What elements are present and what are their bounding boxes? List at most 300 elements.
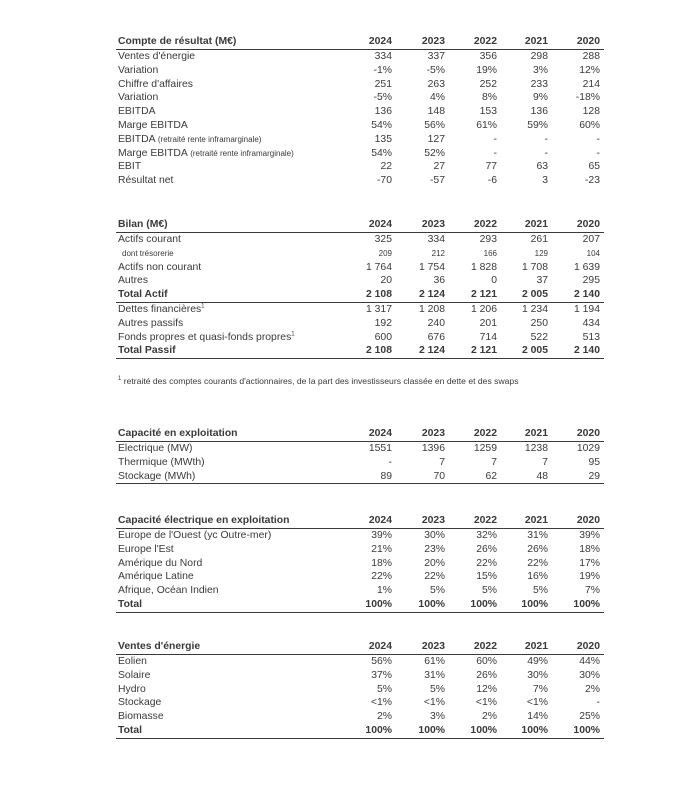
row-label <box>118 147 294 161</box>
table-row <box>116 303 604 317</box>
cell-value: 250 <box>530 317 548 329</box>
row-label-text: Variation <box>118 64 159 76</box>
table-header-row <box>116 515 604 529</box>
table-row <box>116 543 604 557</box>
row-label <box>118 584 219 598</box>
cell-value: 65 <box>588 161 600 173</box>
cell-value: 49% <box>527 656 548 667</box>
cell-value: 15% <box>476 571 497 583</box>
row-label-text: Hydro <box>118 683 146 695</box>
cell-value: 127 <box>427 133 445 145</box>
row-label <box>118 557 202 571</box>
table-row <box>116 570 604 584</box>
year-header: 2020 <box>576 428 600 439</box>
cell-value: - <box>596 697 600 709</box>
row-label <box>118 78 193 92</box>
cell-value: 22% <box>476 557 497 569</box>
cell-value: 26% <box>527 543 548 555</box>
cell-value: 14% <box>527 711 548 723</box>
table-ventes-energie <box>116 641 604 739</box>
row-label-text: dont trésorerie <box>122 248 174 258</box>
year-header: 2024 <box>368 515 392 526</box>
cell-value: 56% <box>371 656 392 667</box>
cell-value: 62 <box>485 470 497 482</box>
table-capacite-exploitation <box>116 428 604 484</box>
row-label <box>118 261 201 275</box>
cell-value: - <box>544 147 548 159</box>
row-label <box>118 119 188 133</box>
cell-value: 4% <box>429 92 445 104</box>
cell-value: 5% <box>376 683 392 695</box>
row-label-text: Electrique (MW) <box>118 443 193 454</box>
row-label <box>118 64 158 78</box>
table-title: Capacité en exploitation <box>118 428 238 439</box>
row-label-text: Stockage (MWh) <box>118 470 196 482</box>
cell-value: 1 194 <box>573 303 600 315</box>
row-label-text: Stockage <box>118 697 162 709</box>
cell-value: 356 <box>479 51 497 62</box>
cell-value: 600 <box>374 331 392 343</box>
row-label <box>118 669 150 683</box>
cell-value: 100% <box>470 598 497 610</box>
cell-value: 522 <box>530 331 548 343</box>
table-row <box>116 317 604 331</box>
table-bilan <box>116 219 604 359</box>
cell-value: 676 <box>427 331 445 343</box>
cell-value: 100% <box>470 724 497 736</box>
table-title: Ventes d'énergie <box>118 641 201 652</box>
cell-value: 337 <box>427 51 445 62</box>
row-label-text: Biomasse <box>118 711 164 723</box>
year-header: 2021 <box>524 428 548 439</box>
cell-value: 100% <box>418 598 445 610</box>
cell-value: 30% <box>579 669 600 681</box>
cell-value: 1 208 <box>418 303 445 315</box>
cell-value: 201 <box>479 317 497 329</box>
cell-value: 0 <box>491 275 497 287</box>
row-label <box>118 274 148 288</box>
row-label-text: EBITDA <box>118 133 155 145</box>
table-compte-de-resultat <box>116 36 604 188</box>
cell-value: 54% <box>371 147 392 159</box>
row-label <box>118 529 271 543</box>
cell-value: 61% <box>476 119 497 131</box>
row-label-text: Total <box>118 724 143 736</box>
row-label <box>118 344 176 358</box>
cell-value: 1238 <box>524 443 548 454</box>
table-row <box>116 710 604 724</box>
cell-value: -6 <box>487 175 497 187</box>
cell-value: 1 639 <box>573 261 600 273</box>
total-row <box>116 288 604 303</box>
year-header: 2022 <box>473 219 497 230</box>
year-header: 2022 <box>473 428 497 439</box>
footnote <box>118 376 588 387</box>
footnote-text: retraité des comptes courants d'actionnaires, de la part des investisseurs classée en dette et des swaps <box>123 376 519 386</box>
cell-value: 295 <box>582 275 600 287</box>
year-header: 2023 <box>421 641 445 652</box>
cell-value: <1% <box>370 697 392 709</box>
cell-value: 20 <box>380 275 392 287</box>
cell-value: 2 121 <box>470 345 497 357</box>
row-label-text: Marge EBITDA <box>118 147 188 159</box>
table-row <box>116 233 604 247</box>
row-label <box>118 174 173 188</box>
cell-value: 44% <box>579 656 600 667</box>
cell-value: 7 <box>542 456 548 468</box>
table-row <box>116 442 604 456</box>
table-row <box>116 274 604 288</box>
cell-value: 261 <box>530 234 548 245</box>
row-label <box>118 543 174 557</box>
cell-value: 100% <box>573 724 600 736</box>
cell-value: 70 <box>433 470 445 482</box>
cell-value: 2 140 <box>573 289 600 301</box>
cell-value: 32% <box>476 530 497 541</box>
row-label-text: Eolien <box>118 656 147 667</box>
row-label <box>122 247 174 261</box>
cell-value: 59% <box>527 119 548 131</box>
table-row <box>116 247 604 261</box>
table-row <box>116 64 604 78</box>
total-row <box>116 470 604 485</box>
cell-value: 48 <box>536 470 548 482</box>
cell-value: 89 <box>380 470 392 482</box>
cell-value: 100% <box>365 724 392 736</box>
cell-value: 233 <box>530 78 548 90</box>
row-label <box>118 696 161 710</box>
cell-value: 192 <box>374 317 392 329</box>
cell-value: 252 <box>479 78 497 90</box>
cell-value: 63 <box>536 161 548 173</box>
cell-value: - <box>544 133 548 145</box>
row-label-text: Thermique (MWth) <box>118 456 205 468</box>
table-row <box>116 584 604 598</box>
cell-value: 166 <box>483 248 497 258</box>
row-label-text: Total Actif <box>118 289 168 301</box>
year-header: 2021 <box>524 641 548 652</box>
row-label-text: Afrique, Océan Indien <box>118 585 219 597</box>
cell-value: 207 <box>582 234 600 245</box>
table-row <box>116 105 604 119</box>
cell-value: 17% <box>579 557 600 569</box>
cell-value: 100% <box>521 598 548 610</box>
year-header: 2020 <box>576 36 600 47</box>
cell-value: 2% <box>481 711 497 723</box>
cell-value: 513 <box>582 331 600 343</box>
cell-value: 129 <box>534 248 548 258</box>
cell-value: 12% <box>476 683 497 695</box>
cell-value: 5% <box>429 683 445 695</box>
row-label-text: Actifs courant <box>118 234 181 245</box>
row-label <box>118 710 164 724</box>
cell-value: 7% <box>532 683 548 695</box>
cell-value: 31% <box>424 669 445 681</box>
cell-value: 37 <box>536 275 548 287</box>
year-header: 2024 <box>368 428 392 439</box>
total-row <box>116 724 604 739</box>
cell-value: 56% <box>424 119 445 131</box>
footnote-ref: 1 <box>201 303 205 310</box>
table-row <box>116 91 604 105</box>
cell-value: 39% <box>371 530 392 541</box>
cell-value: <1% <box>526 697 548 709</box>
row-label <box>118 50 195 64</box>
table-row <box>116 557 604 571</box>
cell-value: 1 828 <box>470 261 497 273</box>
cell-value: 19% <box>579 571 600 583</box>
cell-value: 1 317 <box>365 303 392 315</box>
cell-value: 39% <box>579 530 600 541</box>
cell-value: 136 <box>374 106 392 118</box>
table-row <box>116 529 604 543</box>
row-label-note: (retraité rente inframarginale) <box>157 134 262 144</box>
cell-value: 1 234 <box>521 303 548 315</box>
cell-value: 212 <box>431 248 445 258</box>
cell-value: 1% <box>376 585 392 597</box>
cell-value: -23 <box>584 175 600 187</box>
table-title: Bilan (M€) <box>118 219 168 230</box>
total-row <box>116 344 604 359</box>
row-label-text: Résultat net <box>118 175 174 187</box>
cell-value: 23% <box>424 543 445 555</box>
cell-value: 2% <box>376 711 392 723</box>
cell-value: 293 <box>479 234 497 245</box>
cell-value: 214 <box>582 78 600 90</box>
cell-value: - <box>388 456 392 468</box>
row-label <box>118 442 192 456</box>
cell-value: 8% <box>481 92 497 104</box>
cell-value: - <box>596 147 600 159</box>
cell-value: 1029 <box>576 443 600 454</box>
cell-value: 27 <box>433 161 445 173</box>
year-header: 2021 <box>524 515 548 526</box>
cell-value: 7% <box>584 585 600 597</box>
cell-value: 2 140 <box>573 345 600 357</box>
cell-value: 3 <box>542 175 548 187</box>
footnote-ref: 1 <box>291 331 295 338</box>
cell-value: 18% <box>371 557 392 569</box>
row-label <box>118 133 261 147</box>
row-label <box>118 456 205 470</box>
cell-value: 135 <box>374 133 392 145</box>
row-label <box>118 288 168 302</box>
cell-value: 240 <box>427 317 445 329</box>
table-row <box>116 331 604 345</box>
cell-value: 2 124 <box>418 345 445 357</box>
cell-value: 2 121 <box>470 289 497 301</box>
cell-value: 100% <box>418 724 445 736</box>
cell-value: 298 <box>530 51 548 62</box>
cell-value: 26% <box>476 669 497 681</box>
cell-value: 128 <box>582 106 600 118</box>
row-label-text: Amérique du Nord <box>118 557 203 569</box>
table-row <box>116 147 604 161</box>
cell-value: 100% <box>573 598 600 610</box>
cell-value: 22% <box>527 557 548 569</box>
table-header-row <box>116 641 604 655</box>
cell-value: 1551 <box>368 443 392 454</box>
row-label-text: Marge EBITDA <box>118 119 188 131</box>
row-label <box>118 233 181 247</box>
row-label-text: Dettes financières <box>118 303 202 315</box>
cell-value: 1396 <box>421 443 445 454</box>
table-header-row <box>116 36 604 50</box>
table-row <box>116 456 604 470</box>
cell-value: -70 <box>376 175 392 187</box>
cell-value: 60% <box>579 119 600 131</box>
cell-value: 12% <box>579 64 600 76</box>
year-header: 2023 <box>421 219 445 230</box>
table-row <box>116 160 604 174</box>
cell-value: 5% <box>532 585 548 597</box>
cell-value: 1 206 <box>470 303 497 315</box>
cell-value: 334 <box>427 234 445 245</box>
cell-value: 104 <box>586 248 600 258</box>
cell-value: 25% <box>579 711 600 723</box>
row-label-text: Europe l'Est <box>118 543 174 555</box>
cell-value: - <box>596 133 600 145</box>
cell-value: 334 <box>374 51 392 62</box>
cell-value: -57 <box>429 175 445 187</box>
row-label-note: (retraité rente inframarginale) <box>190 148 294 158</box>
cell-value: 18% <box>579 543 600 555</box>
cell-value: 22 <box>380 161 392 173</box>
cell-value: - <box>493 133 497 145</box>
row-label <box>118 570 194 584</box>
row-label-text: EBITDA <box>118 106 156 118</box>
row-label-text: Total <box>118 598 143 610</box>
year-header: 2024 <box>368 36 392 47</box>
table-row <box>116 683 604 697</box>
row-label <box>118 683 146 697</box>
cell-value: 5% <box>429 585 445 597</box>
cell-value: 37% <box>371 669 392 681</box>
row-label-text: Ventes d'énergie <box>118 51 196 62</box>
table-row <box>116 133 604 147</box>
row-label-text: Europe de l'Ouest (yc Outre-mer) <box>118 530 272 541</box>
row-label <box>118 91 158 105</box>
row-label <box>118 724 142 738</box>
cell-value: 251 <box>374 78 392 90</box>
row-label-text: Fonds propres et quasi-fonds propres <box>118 331 292 343</box>
cell-value: 2 108 <box>365 345 392 357</box>
year-header: 2024 <box>368 219 392 230</box>
cell-value: -5% <box>373 92 392 104</box>
table-header-row <box>116 428 604 442</box>
row-label <box>118 331 295 345</box>
cell-value: 30% <box>527 669 548 681</box>
cell-value: 26% <box>476 543 497 555</box>
cell-value: 1 754 <box>418 261 445 273</box>
row-label-text: Solaire <box>118 669 151 681</box>
row-label <box>118 655 147 669</box>
table-row <box>116 261 604 275</box>
row-label <box>118 303 205 317</box>
cell-value: 16% <box>527 571 548 583</box>
row-label <box>118 598 142 612</box>
cell-value: 7 <box>439 456 445 468</box>
year-header: 2023 <box>421 36 445 47</box>
cell-value: 77 <box>485 161 497 173</box>
table-title: Capacité électrique en exploitation <box>118 515 290 526</box>
row-label <box>118 105 156 119</box>
row-label-text: Total Passif <box>118 345 176 357</box>
cell-value: 2 005 <box>521 289 548 301</box>
cell-value: 263 <box>427 78 445 90</box>
table-capacite-electrique <box>116 515 604 613</box>
cell-value: 21% <box>371 543 392 555</box>
table-row <box>116 696 604 710</box>
cell-value: 100% <box>365 598 392 610</box>
year-header: 2020 <box>576 219 600 230</box>
footnote-mark: 1 <box>118 376 122 383</box>
cell-value: 22% <box>371 571 392 583</box>
table-row <box>116 119 604 133</box>
table-row <box>116 669 604 683</box>
row-label-text: Chiffre d'affaires <box>118 78 193 90</box>
row-label <box>118 470 195 484</box>
cell-value: 714 <box>479 331 497 343</box>
cell-value: 54% <box>371 119 392 131</box>
cell-value: <1% <box>423 697 445 709</box>
cell-value: 209 <box>378 248 392 258</box>
year-header: 2022 <box>473 36 497 47</box>
cell-value: 2 124 <box>418 289 445 301</box>
cell-value: 3% <box>532 64 548 76</box>
cell-value: 9% <box>532 92 548 104</box>
year-header: 2020 <box>576 515 600 526</box>
cell-value: <1% <box>475 697 497 709</box>
row-label <box>118 160 141 174</box>
row-label <box>118 317 183 331</box>
cell-value: -5% <box>426 64 445 76</box>
cell-value: -1% <box>373 64 392 76</box>
cell-value: 288 <box>582 51 600 62</box>
cell-value: 325 <box>374 234 392 245</box>
table-title: Compte de résultat (M€) <box>118 36 237 47</box>
year-header: 2022 <box>473 641 497 652</box>
year-header: 2023 <box>421 515 445 526</box>
cell-value: 29 <box>588 470 600 482</box>
cell-value: 60% <box>476 656 497 667</box>
year-header: 2021 <box>524 36 548 47</box>
year-header: 2024 <box>368 641 392 652</box>
row-label-text: Actifs non courant <box>118 261 202 273</box>
cell-value: 30% <box>424 530 445 541</box>
cell-value: - <box>493 147 497 159</box>
table-row <box>116 655 604 669</box>
cell-value: 61% <box>424 656 445 667</box>
cell-value: 1259 <box>473 443 497 454</box>
cell-value: 20% <box>424 557 445 569</box>
cell-value: 136 <box>530 106 548 118</box>
total-row <box>116 598 604 613</box>
table-row <box>116 78 604 92</box>
cell-value: 5% <box>481 585 497 597</box>
row-label-text: Autres <box>118 275 149 287</box>
cell-value: 2% <box>584 683 600 695</box>
cell-value: 19% <box>476 64 497 76</box>
row-label-text: Amérique Latine <box>118 571 194 583</box>
cell-value: 31% <box>527 530 548 541</box>
row-label-text: Variation <box>118 92 159 104</box>
cell-value: 153 <box>479 106 497 118</box>
row-label-text: EBIT <box>118 161 142 173</box>
cell-value: 434 <box>582 317 600 329</box>
cell-value: 52% <box>424 147 445 159</box>
row-label-text: Autres passifs <box>118 317 184 329</box>
